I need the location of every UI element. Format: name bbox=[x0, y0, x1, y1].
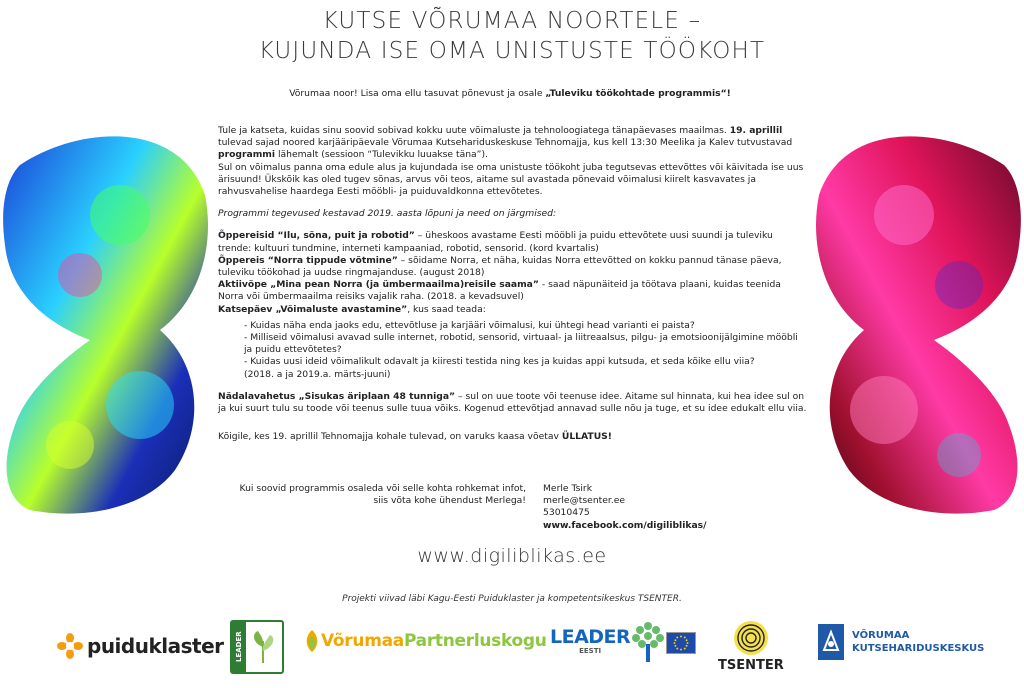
weekend-text: – sul on uue toote või teenuse idee. Aitame sul hinnata, kui hea idee sul on ja kui suurt tulu su toode või teenus sulle tuua võiks. Kogenud ettevõtjad annavad sulle nõu ja tuge, et su idee edukalt ellu viia. bbox=[218, 390, 807, 415]
question-dates: (2018. a ja 2019.a. märts-juuni) bbox=[244, 368, 391, 380]
eu-stars-icon bbox=[667, 632, 695, 654]
tsenter-wordmark: TSENTER bbox=[718, 658, 784, 673]
partner-word-vorumaa: Võrumaa bbox=[321, 631, 404, 651]
vkk-line-2: KUTSEHARIDUSKESKUS bbox=[852, 643, 985, 654]
surprise-line bbox=[218, 431, 808, 443]
partner-word-partnerluskogu: Partnerluskogu bbox=[403, 631, 547, 651]
leader-wordmark: LEADER bbox=[550, 626, 631, 648]
leader-eesti-logo bbox=[550, 618, 666, 664]
weekend-title: Nädalavahetus „Sisukas äriplaan 48 tunniga” bbox=[218, 390, 456, 402]
activity-1-text: – üheskoos avastame Eesti mööbli ja puidu ettevõtete uusi suundi ja tuleviku trende: kultuuri tundmine, interneti kampaaniad, robotid, sensorid. (kord kvartalis) bbox=[218, 230, 773, 254]
contact-prompt-line-2: siis võta kohe ühendust Merlega! bbox=[373, 495, 526, 507]
leader-vertical-logo bbox=[230, 620, 284, 674]
activity-3-title: Aktiivõpe „Mina pean Norra (ja ümbermaailma)reisile saama” bbox=[218, 279, 539, 291]
intro-text bbox=[230, 88, 790, 100]
activity-1 bbox=[218, 230, 808, 254]
question-3: - Kuidas uusi ideid võimalikult odavalt ja kiiresti testida ning kes ja kuidas appi kutsuda, et seda kõike ellu viia? bbox=[244, 356, 755, 368]
leaf-icon bbox=[246, 627, 280, 667]
program-lead: Programmi tegevused kestavad 2019. aasta lõpuni ja need on järgmised: bbox=[218, 208, 557, 220]
tree-icon bbox=[630, 618, 666, 664]
tsenter-circle-icon bbox=[733, 620, 769, 656]
body-text bbox=[218, 125, 808, 443]
flower-icon bbox=[57, 633, 83, 659]
activity-2-text: – sõidame Norra, et näha, kuidas Norra ettevõtted on kokku pannud tänase päeva, tuleviku töökohad ja uudse ringmajanduse. (august 2018) bbox=[218, 254, 782, 279]
intro-bold: „Tuleviku töökohtade programmis“! bbox=[545, 88, 731, 99]
question-1: - Kuidas näha enda jaoks edu, ettevõtluse ja karjääri võimalusi, kui ühtegi head varianti ei paista? bbox=[244, 319, 695, 331]
leader-vertical-text: LEADER bbox=[232, 622, 246, 672]
eu-flag-icon bbox=[666, 632, 696, 654]
weekend-activity bbox=[218, 391, 808, 415]
project-note: Projekti viivad läbi Kagu-Eesti Puiduklaster ja kompetentsikeskus TSENTER. bbox=[342, 594, 682, 604]
contact-details bbox=[543, 483, 783, 532]
intro-plain: Võrumaa noor! Lisa oma ellu tasuvat põnevust ja osale bbox=[289, 88, 546, 99]
activity-4 bbox=[218, 304, 808, 316]
leader-eesti-text: EESTI bbox=[579, 647, 602, 655]
contact-prompt-line-1: Kui soovid programmis osaleda või selle kohta rohkemat infot, bbox=[239, 483, 526, 494]
tsenter-logo bbox=[718, 620, 784, 673]
contact-facebook-link[interactable]: www.facebook.com/digiliblikas/ bbox=[543, 519, 707, 531]
partner-flame-icon bbox=[303, 628, 321, 654]
p1-text-3: lähemalt (sessioon “Tulevikku luuakse täna”). bbox=[275, 149, 488, 161]
p1-text-2: tulevad sajad noored karjääripäevale Võrumaa Kutsehariduskeskuse Tehnomajja, kus kell 13:30 Meelika ja Kalev tutvustavad bbox=[218, 137, 793, 149]
contact-prompt bbox=[220, 483, 526, 507]
butterfly-wing-right bbox=[809, 125, 1024, 520]
contact-phone: 53010475 bbox=[543, 507, 590, 519]
activity-3-text: - saad näpunäiteid ja töötava plaani, kuidas teenida Norra või ümbermaailma reisiks vajalik raha. (2018. a kevadsuvel) bbox=[218, 279, 781, 303]
partner-logos bbox=[0, 618, 1024, 678]
p1-program: programmi bbox=[218, 149, 276, 161]
paragraph-1 bbox=[218, 125, 808, 162]
contact-email[interactable]: merle@tsenter.ee bbox=[543, 495, 626, 507]
question-2: - Milliseid võimalusi avavad sulle internet, robotid, sensorid, virtuaal- ja liitreaalsus, pilgu- ja emotsioonijälgimine mööbli ja puidu ettevõtetes? bbox=[244, 332, 798, 356]
vorumaa-partnerluskogu-logo bbox=[303, 628, 547, 654]
vkk-emblem-icon bbox=[818, 624, 844, 660]
p1-text-1: Tule ja katseta, kuidas sinu soovid sobivad kokku uute võimaluste ja tehnoloogiatega tänapäevases maailmas. bbox=[218, 125, 730, 136]
poster-title bbox=[0, 6, 1024, 66]
vkk-line-1: VÕRUMAA bbox=[852, 630, 910, 641]
website-url[interactable]: www.digiliblikas.ee bbox=[417, 545, 607, 567]
activity-3 bbox=[218, 279, 808, 303]
vorumaa-kutsehariduskeskus-logo bbox=[818, 624, 984, 660]
puiduklaster-logo bbox=[57, 631, 224, 661]
activity-4-title: Katsepäev „Võimaluste avastamine” bbox=[218, 303, 408, 315]
title-line-1: KUTSE VÕRUMAA NOORTELE – bbox=[322, 8, 702, 34]
activity-2-title: Õppereis “Norra tippude võtmine” bbox=[218, 254, 398, 266]
activity-1-title: Õppereisid “Ilu, sõna, puit ja robotid” bbox=[218, 230, 415, 242]
p1-date: 19. aprillil bbox=[729, 125, 783, 136]
puiduklaster-wordmark: puiduklaster bbox=[87, 634, 224, 658]
title-line-2: KUJUNDA ISE OMA UNISTUSTE TÖÖKOHT bbox=[258, 38, 766, 64]
butterfly-wing-left bbox=[0, 125, 215, 520]
activity-4-text: , kus saad teada: bbox=[407, 303, 486, 315]
activity-2 bbox=[218, 255, 808, 279]
surprise-text: Kõigile, kes 19. aprillil Tehnomajja kohale tulevad, on varuks kaasa võetav bbox=[218, 431, 562, 443]
surprise-bold: ÜLLATUS! bbox=[561, 431, 612, 443]
contact-name: Merle Tsirk bbox=[543, 483, 593, 494]
paragraph-2: Sul on võimalus panna oma edule alus ja kujundada ise oma unistuste töökoht juba tegutsevas ettevõttes või käivitada ise uus ärisuund! Ükskõik kas oled tugev sõnas, arvus või teos, aitame sul avastada põnevaid võimalusi kiirelt kasvavates ja rahvusvahelise haardega Eesti mööbli- ja puiduvaldkonna ettevõtetes. bbox=[218, 161, 804, 198]
